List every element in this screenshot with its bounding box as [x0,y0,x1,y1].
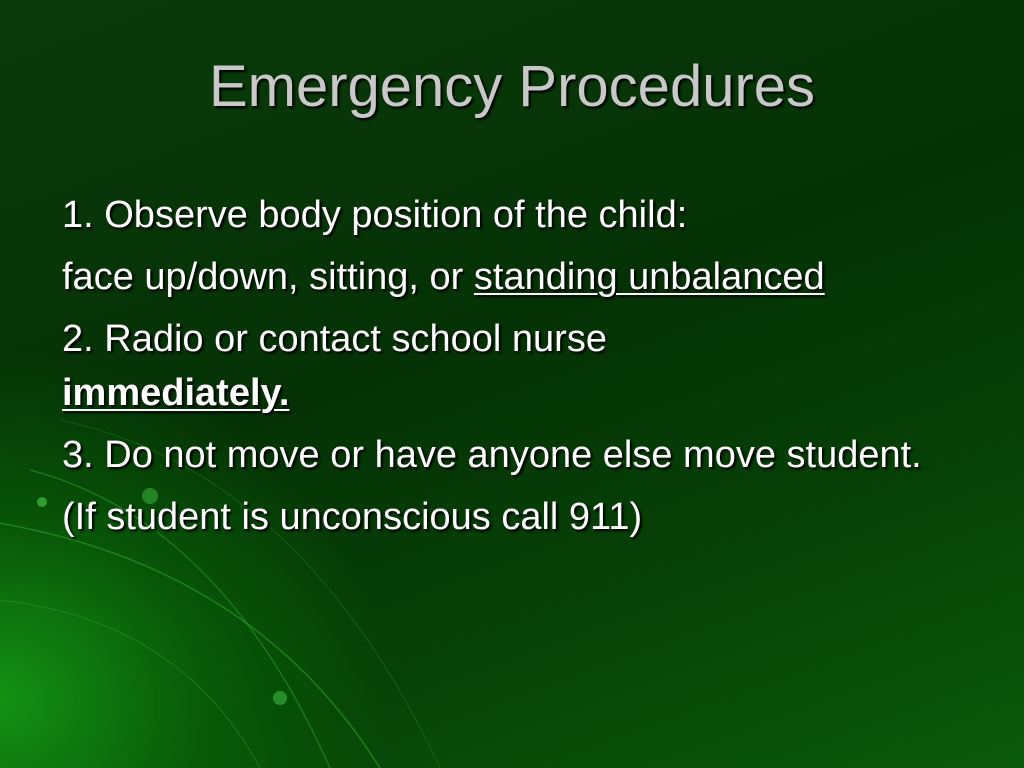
item-text: 1. Observe body position of the child: [62,194,688,236]
list-item [62,428,962,482]
emphasis-text: immediately. [62,372,290,414]
item-text: 3. Do not move or have anyone else move student. [62,434,922,476]
decor-dot [273,691,287,705]
item-text: face up/down, sitting, or [62,256,474,298]
list-item [62,490,962,544]
underlined-text: standing unbalanced [473,256,825,298]
slide-title: Emergency Procedures [208,54,816,119]
item-text: 2. Radio or contact school nurse [62,318,607,360]
list-item [62,188,962,242]
list-item [62,250,962,304]
decor-dot [37,497,47,507]
slide-body [62,188,962,552]
item-text: (If student is unconscious call 911) [62,496,643,538]
list-item [62,312,962,420]
